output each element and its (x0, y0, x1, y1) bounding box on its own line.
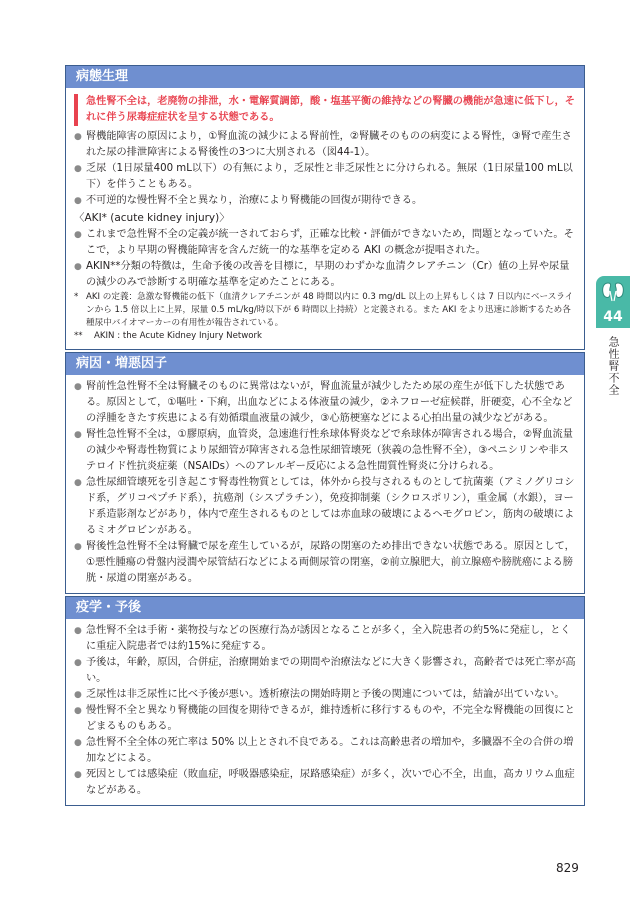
list-item: ● AKIN**分類の特徴は，生命予後の改善を目標に，早期のわずかな血清クレアチニン（Cr）値の上昇や尿量の減少のみで診断する明確な基準を定めたことにある。 (74, 259, 578, 291)
section-pathophysiology (65, 65, 585, 350)
section-title: 病因・増悪因子 (66, 353, 584, 375)
list-item: ● 腎機能障害の原因により，①腎血流の減少による腎前性，②腎臓そのものの病変による腎性，③腎で産生された尿の排泄障害による腎後性の3つに大別される（図44-1）。 (74, 129, 578, 161)
footnote (74, 330, 578, 343)
list-item: ● 急性尿細管壊死を引き起こす腎毒性物質としては，体外から投与されるものとして抗菌薬（アミノグリコシド系，グリコペプチド系），抗癌剤（シスプラチン），免疫抑制薬（シクロスポリン），重金属（水銀），ヨード系造影剤などがあり，体内で産生されるものとしては赤血球の破壊によるヘモグロビン，筋肉の破壊によるミオグロビンがある。 (74, 475, 578, 539)
chapter-number: 44 (596, 306, 630, 328)
footnote-mark: ** (74, 331, 83, 341)
list-item: ● 慢性腎不全と異なり腎機能の回復を期待できるが，維持透析に移行するものや，不完全な腎機能の回復にとどまるものもある。 (74, 703, 578, 735)
list-item: ● 乏尿性は非乏尿性に比べ予後が悪い。透析療法の開始時期と予後の関連については，結論が出ていない。 (74, 687, 578, 703)
footnote-mark: * (74, 292, 79, 302)
kidney-icon (596, 276, 630, 306)
list-item: ● これまで急性腎不全の定義が統一されておらず，正確な比較・評価ができないため，問題となっていた。そこで，より早期の腎機能障害を含んだ統一的な基準を定める AKI の概念が提唱された。 (74, 227, 578, 259)
list-item: ● 腎前性急性腎不全は腎臓そのものに異常はないが，腎血流量が減少したため尿の産生が低下した状態である。原因として，①嘔吐・下痢，出血などによる体液量の減少，②ネフローゼ症候群，肝硬変，心不全などの浮腫をきたす疾患による有効循環血液量の減少，③心筋梗塞などによる心拍出量の減少などがある。 (74, 379, 578, 427)
list-item: ● 腎性急性腎不全は，①膠原病，血管炎，急速進行性糸球体腎炎などで糸球体が障害される場合，②腎血流量の減少や腎毒性物質により尿細管が障害される急性尿細管壊死（狭義の急性腎不全），③ペニシリンや非ステロイド性抗炎症薬（NSAIDs）へのアレルギー反応による急性間質性腎炎に分けられる。 (74, 427, 578, 475)
chapter-tab (596, 276, 630, 396)
main-content (65, 65, 585, 806)
list-item: ● 腎後性急性腎不全は腎臓で尿を産生しているが，尿路の閉塞のため排出できない状態である。原因として，①悪性腫瘍の骨盤内浸潤や尿管結石などによる両側尿管の閉塞，②前立腺肥大，前立腺癌や膀胱癌による膀胱・尿道の閉塞がある。 (74, 539, 578, 587)
list-item: ● 乏尿（1日尿量400 mL以下）の有無により，乏尿性と非乏尿性とに分けられる。無尿（1日尿量100 mL以下）を伴うこともある。 (74, 161, 578, 193)
list-item: ● 急性腎不全全体の死亡率は 50% 以上とされ不良である。これは高齢患者の増加や，多臓器不全の合併の増加などによる。 (74, 735, 578, 767)
footnote-text: AKI の定義：急激な腎機能の低下（血清クレアチニンが 48 時間以内に 0.3 mg/dL 以上の上昇もしくは 7 日以内にベースラインから 1.5 倍以上に上昇，尿量 0.5 mL/kg/時以下が 6 時間以上持続）と定義される。また AKI をより迅速に診断するため各種尿中バイオマーカーの有用性が報告されている。 (86, 292, 574, 328)
lead-statement: 急性腎不全は，老廃物の排泄，水・電解質調節，酸・塩基平衡の維持などの腎臓の機能が急速に低下し，それに伴う尿毒症症状を呈する状態である。 (74, 94, 578, 126)
list-item: ● 急性腎不全は手術・薬物投与などの医療行為が誘因となることが多く，全入院患者の約5%に発症し，とくに重症入院患者では約15%に発症する。 (74, 623, 578, 655)
page-number: 829 (556, 861, 579, 875)
section-title: 病態生理 (66, 66, 584, 88)
list-item: ● 不可逆的な慢性腎不全と異なり，治療により腎機能の回復が期待できる。 (74, 193, 578, 209)
footnote-text: AKIN : the Acute Kidney Injury Network (94, 331, 263, 341)
subheading: 〈AKI* (acute kidney injury)〉 (74, 212, 230, 224)
list-item: ● 死因としては感染症（敗血症，呼吸器感染症，尿路感染症）が多く，次いで心不全，出血，高カリウム血症などがある。 (74, 767, 578, 799)
chapter-label: 急性腎不全 (607, 336, 620, 396)
section-etiology (65, 352, 585, 594)
section-title: 疫学・予後 (66, 597, 584, 619)
section-epidemiology (65, 596, 585, 806)
list-item: ● 予後は，年齢，原因，合併症，治療開始までの期間や治療法などに大きく影響され，高齢者では死亡率が高い。 (74, 655, 578, 687)
footnote (74, 291, 578, 330)
